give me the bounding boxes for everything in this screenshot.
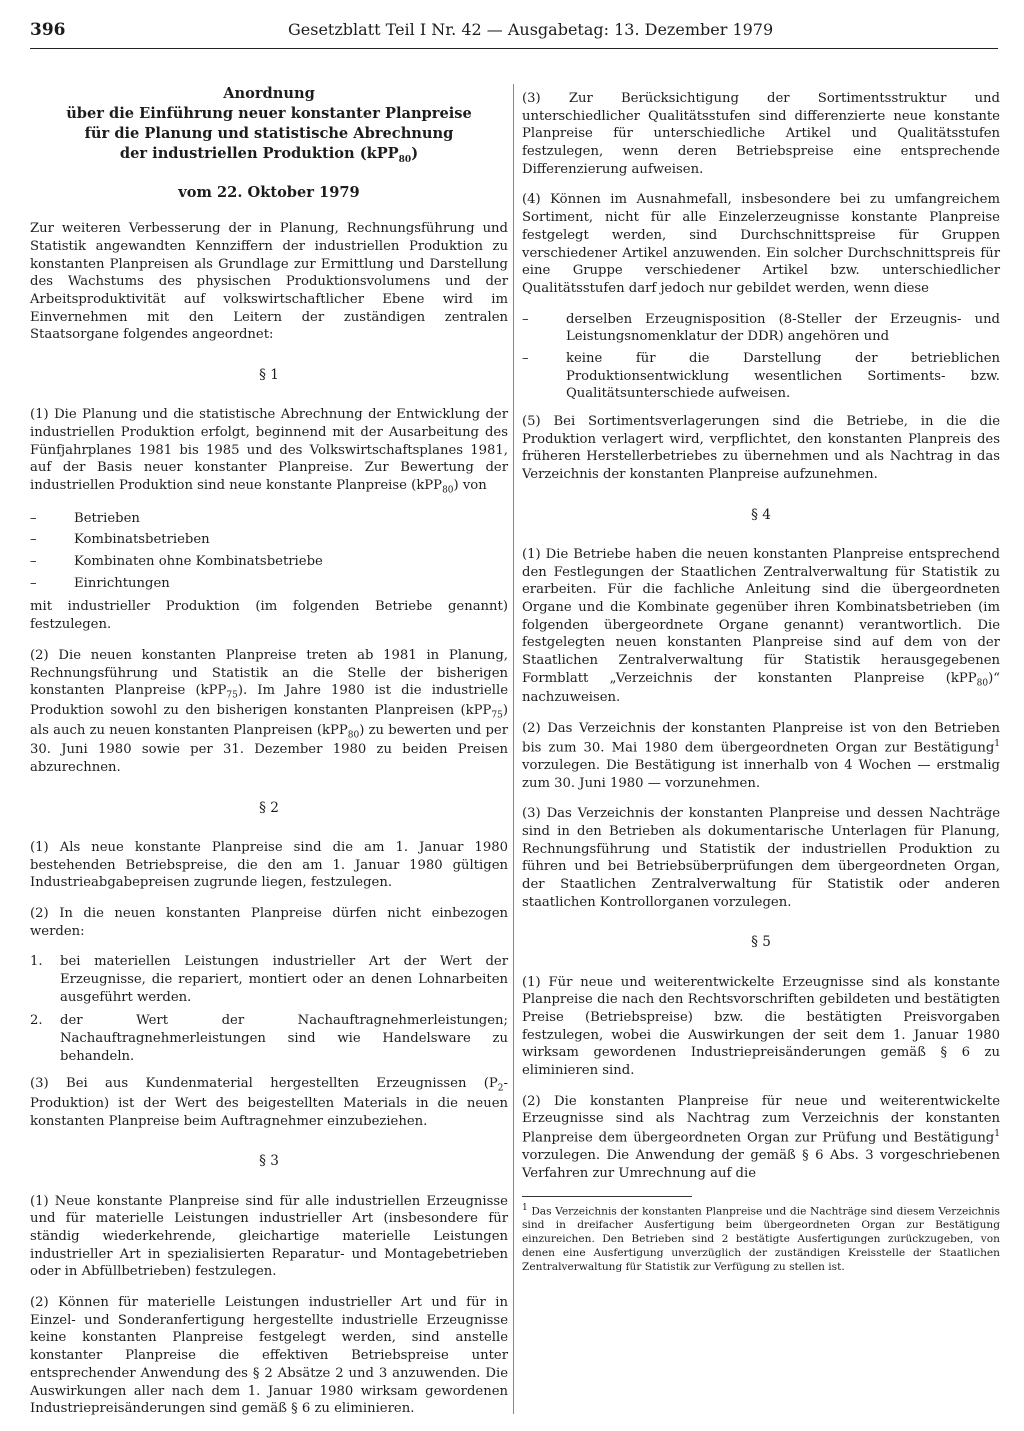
page-header bbox=[30, 14, 998, 49]
section-heading-4: § 4 bbox=[751, 506, 771, 523]
paragraph: (5) Bei Sortimentsverlagerungen sind die Betriebe, in die die Produktion verlagert wird, verpflichtet, den konstanten Planpreis des früheren Herstellerbetriebes zu übernehmen und als Nachtrag in das Verzeichnis der konstanten Planpreise aufzunehmen. bbox=[522, 414, 1000, 483]
paragraph: mit industrieller Produktion (im folgenden Betriebe genannt) festzulegen. bbox=[30, 599, 508, 633]
title-line: über die Einführung neuer konstanter Planpreise bbox=[66, 105, 472, 123]
list-item: – Kombinatsbetrieben bbox=[30, 531, 508, 549]
list-item: – Betrieben bbox=[30, 510, 508, 528]
paragraph: (2) Können für materielle Leistungen industrieller Art und für in Einzel- und Sonderanfertigung hergestellte industrielle Erzeugnisse keine konstanten Planpreise festgelegt werden, sind anstelle konstanter Planpreise die effektiven Betriebspreise unter entsprechender Anwendung des § 2 Absätze 2 und 3 anzuwenden. Die Auswirkungen aller nach dem 1. Januar 1980 wirksam gewordenen Industriepreisänderungen sind gemäß § 6 zu eliminieren. bbox=[30, 1295, 508, 1417]
list-item: – Einrichtungen bbox=[30, 575, 508, 593]
paragraph: (1) Für neue und weiterentwickelte Erzeugnisse sind als konstante Planpreise die nach den Rechtsvorschriften gebildeten und bestätigten Preise (Betriebspreise) bzw. die bestätigten Preisvorgaben festzulegen, wobei die Auswirkungen der seit dem 1. Januar 1980 wirksam gewordenen Industriepreisänderungen gemäß § 6 zu eliminieren sind. bbox=[522, 974, 1000, 1079]
footnote-divider bbox=[522, 1196, 692, 1197]
section-heading-2: § 2 bbox=[259, 799, 279, 816]
footnote: $^1$ Das Verzeichnis der konstanten Planpreise und die Nachträge sind diesem Verzeichnis sind in dreifacher Ausfertigung beim übergeordneten Organ zur Bestätigung einzureichen. Den Betrieben sind 2 bestätigte Ausfertigungen zurückzugeben, von denen eine Ausfertigung unverzüglich der zuständigen Kreisstelle der Staatlichen Zentralverwaltung für Statistik zur Verfügung zu stellen ist. bbox=[522, 1202, 1000, 1273]
title-line: Anordnung bbox=[223, 85, 315, 102]
paragraph: (1) Als neue konstante Planpreise sind die am 1. Januar 1980 bestehenden Betriebspreise, die den am 1. Januar 1980 gültigen Industrieabgabepreisen zugrunde liegen, festzulegen. bbox=[30, 839, 508, 891]
header-title: Gesetzblatt Teil I Nr. 42 — Ausgabetag: 13. Dezember 1979 bbox=[288, 20, 774, 39]
paragraph: (3) Zur Berücksichtigung der Sortimentsstruktur und unterschiedlicher Qualitätsstufen sind differenzierte neue konstante Planpreise für unterschiedliche Artikel und Qualitätsstufen festzulegen, wenn deren Betriebspreise eine entsprechende Differenzierung aufweisen. bbox=[522, 91, 1000, 177]
title-line: der industriellen Produktion (kPP$_{80}$) bbox=[119, 145, 419, 166]
paragraph: (2) Die konstanten Planpreise für neue und weiterentwickelte Erzeugnisse sind als Nachtrag zum Verzeichnis der konstanten Planpreise dem übergeordneten Organ zur Prüfung und Bestätigung$^1$ vorzulegen. Die Anwendung der gemäß § 6 Abs. 3 vorgeschriebenen Verfahren zur Umrechnung auf die bbox=[522, 1093, 1000, 1181]
column-divider bbox=[513, 84, 514, 1414]
paragraph: (3) Das Verzeichnis der konstanten Planpreise und dessen Nachträge sind in den Betrieben als dokumentarische Unterlagen für Planung, Rechnungsführung und Statistik der industriellen Produktion zu führen und bei Betriebsüberprüfungen dem übergeordneten Organ, der Staatlichen Zentralverwaltung für Statistik oder anderen staatlichen Kontrollorganen vorzulegen. bbox=[522, 806, 1000, 910]
document-date: vom 22. Oktober 1979 bbox=[178, 183, 360, 201]
numbered-list bbox=[30, 953, 508, 1065]
list-item: – keine für die Darstellung der betrieblichen Produktionsentwicklung wesentlichen Sortiments- bzw. Qualitätsunterschiede aufweisen. bbox=[522, 350, 1000, 403]
paragraph: (4) Können im Ausnahmefall, insbesondere bei zu umfangreichem Sortiment, nicht für alle Einzelerzeugnisse konstante Planpreise festgelegt werden, sind Durchschnittspreise für Gruppen verschiedener Artikel anzuwenden. Ein solcher Durchschnittspreis für eine Gruppe verschiedener Artikel bzw. unterschiedlicher Qualitätsstufen darf jedoch nur gebildet werden, wenn diese bbox=[522, 192, 1000, 296]
list-item: – Kombinaten ohne Kombinatsbetriebe bbox=[30, 553, 508, 571]
paragraph: (1) Die Betriebe haben die neuen konstanten Planpreise entsprechend den Festlegungen der Staatlichen Zentralverwaltung für Statistik zu erarbeiten. Für die fachliche Anleitung sind die übergeordneten Organe und die Kombinate gegenüber ihren Kombinatsbetrieben (im folgenden übergeordnete Organe genannt) verantwortlich. Die festgelegten neuen konstanten Planpreise sind auf dem von der Staatlichen Zentralverwaltung für Statistik herausgegebenen Formblatt „Verzeichnis der konstanten Planpreise (kPP$_{80}$)“ nachzuweisen. bbox=[522, 546, 1000, 706]
list-item: 1. bei materiellen Leistungen industrieller Art der Wert der Erzeugnisse, die repariert, montiert oder an denen Lohnarbeiten ausgeführt werden. bbox=[30, 954, 508, 1005]
dash-list bbox=[30, 510, 508, 593]
paragraph: (2) Das Verzeichnis der konstanten Planpreise ist von den Betrieben bis zum 30. Mai 1980 dem übergeordneten Organ zur Bestätigung$^1$ vorzulegen. Die Bestätigung ist innerhalb von 4 Wochen — erstmalig zum 30. Juni 1980 — vorzunehmen. bbox=[522, 721, 1000, 791]
left-column bbox=[30, 84, 508, 1431]
section-heading-5: § 5 bbox=[751, 934, 771, 951]
dash-list bbox=[522, 311, 1000, 403]
paragraph: (1) Neue konstante Planpreise sind für alle industriellen Erzeugnisse und für materielle Leistungen industrieller Art (insbesondere für ständig wiederkehrende, gleichartige materielle Leistungen industrieller Art in spezialisierten Reparatur- und Montagebetrieben oder in Abfüllbetrieben) festzulegen. bbox=[30, 1193, 508, 1280]
paragraph: (2) Die neuen konstanten Planpreise treten ab 1981 in Planung, Rechnungsführung und Statistik an die Stelle der bisherigen konstanten Planpreise (kPP$_{75}$). Im Jahre 1980 ist die industrielle Produktion sowohl zu den bisherigen konstanten Planpreisen (kPP$_{75}$) als auch zu neuen konstanten Planpreisen (kPP$_{80}$) zu bewerten und per 30. Juni 1980 sowie per 31. Dezember 1980 zu beiden Preisen abzurechnen. bbox=[30, 647, 508, 775]
page-number: 396 bbox=[30, 20, 66, 40]
list-item: – derselben Erzeugnisposition (8-Steller der Erzeugnis- und Leistungsnomenklatur der DDR) angehören und bbox=[522, 311, 1000, 346]
section-heading-1: § 1 bbox=[259, 367, 279, 384]
preamble-paragraph: Zur weiteren Verbesserung der in Planung, Rechnungsführung und Statistik angewandten Kennziffern der industriellen Produktion zu konstanten Planpreisen als Grundlage zur Ermittlung und Darstellung des Wachstums des physischen Produktionsvolumens und der Arbeitsproduktivität auf volkswirtschaftlicher Ebene wird im Einvernehmen mit den Leitern der zuständigen zentralen Staatsorgane folgendes angeordnet: bbox=[30, 221, 508, 343]
list-item: 2. der Wert der Nachauftragnehmerleistungen; Nachauftragnehmerleistungen sind wie Handelsware zu behandeln. bbox=[30, 1013, 508, 1064]
title-line: für die Planung und statistische Abrechnung bbox=[84, 125, 454, 143]
paragraph: (2) In die neuen konstanten Planpreise dürfen nicht einbezogen werden: bbox=[30, 905, 508, 939]
paragraph: (1) Die Planung und die statistische Abrechnung der Entwicklung der industriellen Produktion erfolgt, beginnend mit der Ausarbeitung des Fünfjahrplanes 1981 bis 1985 und des Volkswirtschaftsplanes 1981, auf der Basis neuer konstanter Planpreise. Zur Bewertung der industriellen Produktion sind neue konstante Planpreise (kPP$_{80}$) von bbox=[30, 407, 508, 496]
section-heading-3: § 3 bbox=[259, 1153, 279, 1170]
right-column bbox=[522, 90, 1000, 1275]
document-title bbox=[30, 84, 508, 167]
paragraph: (3) Bei aus Kundenmaterial hergestellten Erzeugnissen $(P_2-Produktion)$ ist der Wert des beigestellten Materials in die neuen konstanten Planpreise beim Auftragnehmer einzubeziehen. bbox=[30, 1076, 508, 1129]
